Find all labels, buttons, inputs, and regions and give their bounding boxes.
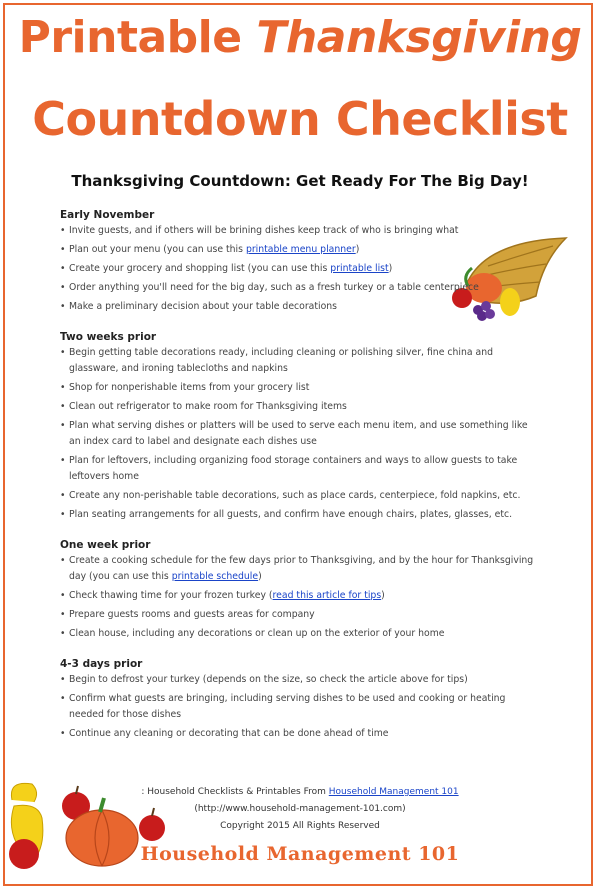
list-item: • Invite guests, and if others will be brining dishes keep track of who is bringing what (60, 223, 540, 239)
list-item: • Continue any cleaning or decorating that can be done ahead of time (60, 726, 540, 742)
list-item (60, 553, 540, 585)
item-text: ) (258, 571, 262, 582)
item-text: ) (388, 263, 393, 274)
footer-credits-text: : Household Checklists & Printables From (141, 787, 329, 797)
list-item: • Shop for nonperishable items from your grocery list (60, 380, 540, 396)
footer-site-link[interactable]: Household Management 101 (328, 787, 459, 797)
checklist-content (60, 207, 540, 756)
section-one-week-prior (60, 537, 540, 642)
checklist (60, 553, 540, 642)
item-text: ) (381, 590, 385, 601)
list-item: • Prepare guests rooms and guests areas for company (60, 607, 540, 623)
list-item: • Order anything you'll need for the big day, such as a fresh turkey or a table centerpiece (60, 280, 540, 296)
section-heading: 4-3 days prior (60, 658, 143, 670)
item-text: Create your grocery and shopping list (you can use this (69, 263, 331, 274)
thawing-article-link[interactable]: read this article for tips (272, 590, 382, 601)
list-item: • Begin to defrost your turkey (depends on the size, so check the article above for tips) (60, 672, 540, 688)
list-item: • Plan for leftovers, including organizing food storage containers and ways to allow guests to take leftovers home (60, 453, 540, 485)
printable-schedule-link[interactable]: printable schedule (171, 571, 259, 582)
item-text: Plan out your menu (you can use this (69, 244, 246, 255)
checklist (60, 345, 540, 523)
printable-list-link[interactable]: printable list (330, 263, 389, 274)
list-item (60, 242, 540, 258)
list-item (60, 261, 540, 277)
list-item: • Create any non-perishable table decorations, such as place cards, centerpiece, fold napkins, etc. (60, 488, 540, 504)
section-two-weeks-prior (60, 329, 540, 523)
list-item: • Plan what serving dishes or platters will be used to serve each menu item, and use something like an index card to label and designate each dishes use (60, 418, 540, 450)
checklist (60, 672, 540, 742)
section-heading: Two weeks prior (60, 331, 157, 343)
page-title-line2: Countdown Checklist (32, 92, 568, 146)
page-subtitle: Thanksgiving Countdown: Get Ready For The Big Day! (71, 172, 529, 190)
footer-url: (http://www.household-management-101.com) (194, 804, 406, 814)
brand-logo-text: Household Management 101 (140, 843, 460, 865)
section-heading: One week prior (60, 539, 151, 551)
list-item: • Plan seating arrangements for all guests, and confirm have enough chairs, plates, glasses, etc. (60, 507, 540, 523)
item-text: ) (355, 244, 360, 255)
page-title-line1 (0, 12, 600, 63)
list-item: • Clean out refrigerator to make room for Thanksgiving items (60, 399, 540, 415)
section-early-november (60, 207, 540, 315)
item-text: Check thawing time for your frozen turkey ( (69, 590, 273, 601)
list-item: • Make a preliminary decision about your table decorations (60, 299, 540, 315)
title-thanksgiving: Thanksgiving (256, 12, 582, 63)
list-item: • Begin getting table decorations ready, including cleaning or polishing silver, fine china and glassware, and ironing tablecloths and napkins (60, 345, 540, 377)
list-item (60, 588, 540, 604)
list-item: • Clean house, including any decorations or clean up on the exterior of your home (60, 626, 540, 642)
section-4-3-days-prior (60, 656, 540, 742)
footer-credits (0, 787, 600, 797)
section-heading: Early November (60, 209, 155, 221)
checklist (60, 223, 540, 315)
footer-copyright: Copyright 2015 All Rights Reserved (220, 821, 380, 831)
item-text: Create a cooking schedule for the few days prior to Thanksgiving, and by the hour for Thanksgiving day (you can use this (69, 555, 534, 582)
title-printable: Printable (18, 12, 257, 63)
menu-planner-link[interactable]: printable menu planner (245, 244, 356, 255)
list-item: • Confirm what guests are bringing, including serving dishes to be used and cooking or heating needed for those dishes (60, 691, 540, 723)
